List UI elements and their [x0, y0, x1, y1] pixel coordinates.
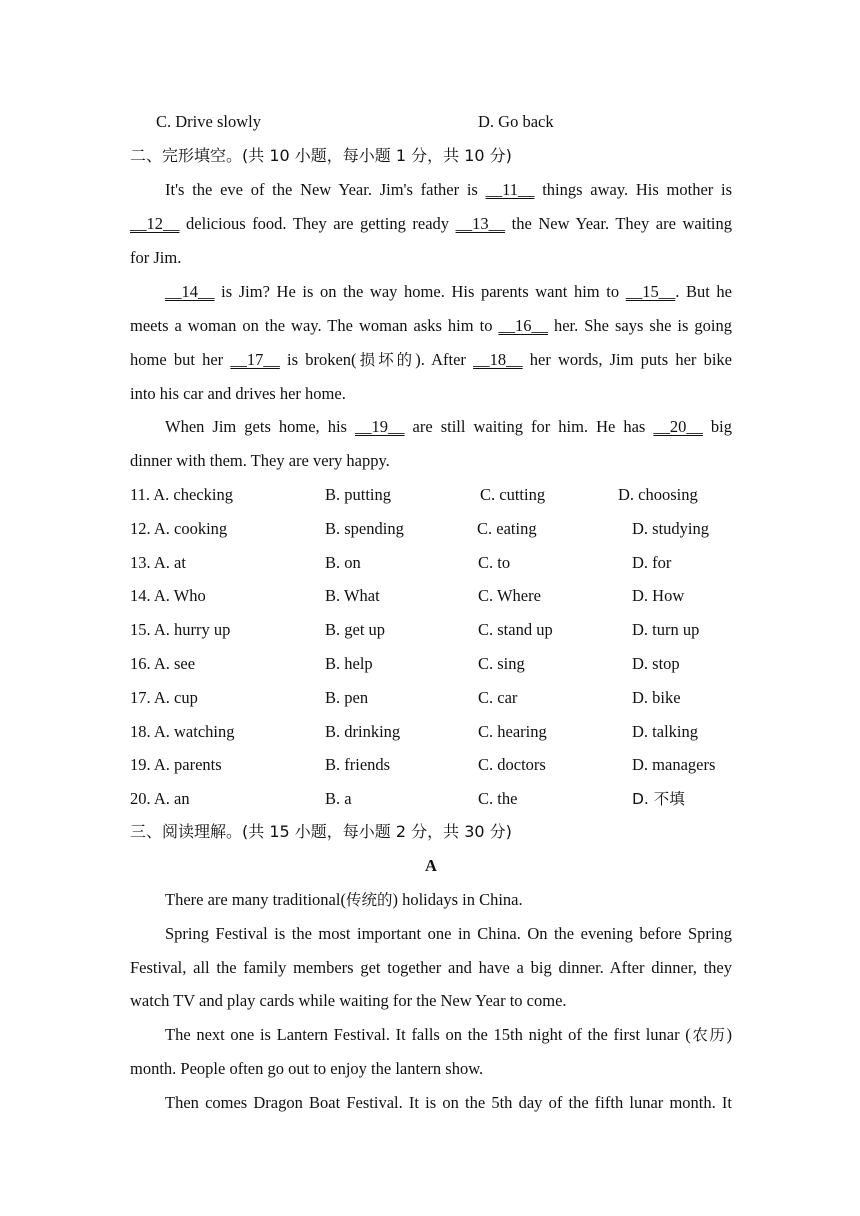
option-b: B. What [325, 586, 380, 605]
option-d: D. for [632, 553, 672, 572]
option-a: 20. A. an [130, 789, 190, 808]
reading-text: The next one is Lantern Festival. It falls on the 15th night of the first lunar ( [165, 1025, 691, 1044]
cloze-text: things away. His mother is [534, 180, 732, 199]
option-d: D. 不填 [632, 790, 685, 808]
cloze-text: When Jim gets home, his [165, 417, 355, 436]
option-c: C. Where [478, 586, 541, 605]
option-c: C. stand up [478, 620, 553, 639]
option-a: 16. A. see [130, 654, 196, 673]
prev-option-c: C. Drive slowly [156, 112, 261, 131]
reading-line-6: month. People often go out to enjoy the lantern show. [130, 1059, 484, 1078]
reading-line-2: Spring Festival is the most important one in China. On the evening before Spring [165, 924, 732, 943]
option-c: C. hearing [478, 722, 547, 741]
option-d: D. studying [632, 519, 710, 538]
reading-gloss: 传统的 [345, 891, 393, 909]
blank-18: __18__ [473, 350, 523, 369]
option-c: C. eating [477, 519, 537, 538]
reading-line-3: Festival, all the family members get together and have a big dinner. After dinner, they [130, 958, 732, 977]
option-b: B. help [325, 654, 373, 673]
blank-17: __17__ [230, 350, 280, 369]
option-c: C. cutting [480, 485, 546, 504]
cloze-text: meets a woman on the way. The woman asks him to [130, 316, 499, 335]
reading-text: ) holidays in China. [392, 890, 523, 909]
reading-line-7: Then comes Dragon Boat Festival. It is on the 5th day of the fifth lunar month. It [165, 1093, 732, 1112]
cloze-text: the New Year. They are waiting [505, 214, 732, 233]
reading-text: ) [726, 1025, 732, 1044]
option-a: 17. A. cup [130, 688, 198, 707]
prev-option-d: D. Go back [478, 112, 554, 131]
blank-14: __14__ [165, 282, 215, 301]
cloze-line-4 [165, 282, 732, 302]
cloze-line-9: dinner with them. They are very happy. [130, 451, 390, 470]
cloze-text: home but her [130, 350, 231, 369]
cloze-line-6 [130, 350, 732, 370]
blank-13: __13__ [455, 214, 506, 233]
cloze-line-2 [130, 214, 732, 234]
reading-line-5 [165, 1025, 732, 1045]
option-a: 13. A. at [130, 553, 186, 572]
option-b: B. drinking [325, 722, 401, 741]
cloze-text: her. She says she is going [547, 316, 732, 335]
cloze-text: her words, Jim puts her bike [522, 350, 732, 369]
option-c: C. doctors [478, 755, 546, 774]
cloze-gloss: 损坏的 [356, 351, 416, 369]
option-a: 15. A. hurry up [130, 620, 231, 639]
cloze-line-8 [165, 417, 732, 437]
section2-heading: 二、完形填空。(共 10 小题，每小题 1 分，共 10 分) [130, 146, 512, 165]
cloze-text: is broken( [279, 350, 357, 369]
blank-12: __12__ [130, 214, 180, 233]
cloze-text: . But he [675, 282, 732, 301]
blank-19: __19__ [355, 417, 405, 436]
option-d: D. stop [632, 654, 680, 673]
blank-20: __20__ [653, 417, 703, 436]
option-d: D. How [632, 586, 685, 605]
blank-16: __16__ [498, 316, 548, 335]
option-b: B. pen [325, 688, 369, 707]
cloze-text: is Jim? He is on the way home. His parents want him to [214, 282, 626, 301]
option-d: D. talking [632, 722, 698, 741]
cloze-line-1 [165, 180, 732, 200]
option-d: D. choosing [618, 485, 698, 504]
cloze-text: big [702, 417, 732, 436]
option-b: B. get up [325, 620, 386, 639]
option-c: C. the [478, 789, 518, 808]
option-d: D. turn up [632, 620, 700, 639]
option-b: B. on [325, 553, 361, 572]
blank-11: __11__ [485, 180, 535, 199]
cloze-text: ). After [415, 350, 474, 369]
reading-line-1 [165, 890, 732, 910]
cloze-text: delicious food. They are getting ready [179, 214, 456, 233]
option-b: B. putting [325, 485, 392, 504]
option-a: 19. A. parents [130, 755, 222, 774]
option-a: 11. A. checking [130, 485, 233, 504]
passage-label: A [425, 856, 437, 875]
cloze-line-5 [130, 316, 732, 336]
cloze-text: are still waiting for him. He has [404, 417, 654, 436]
option-b: B. spending [325, 519, 404, 538]
option-d: D. managers [632, 755, 716, 774]
cloze-line-7: into his car and drives her home. [130, 384, 346, 403]
option-c: C. sing [478, 654, 525, 673]
section3-heading: 三、阅读理解。(共 15 小题，每小题 2 分，共 30 分) [130, 822, 512, 841]
reading-gloss: 农历 [690, 1026, 727, 1044]
option-a: 12. A. cooking [130, 519, 228, 538]
cloze-line-3: for Jim. [130, 248, 182, 267]
reading-text: There are many traditional( [165, 890, 346, 909]
option-b: B. a [325, 789, 352, 808]
cloze-text: It's the eve of the New Year. Jim's father is [165, 180, 486, 199]
option-c: C. to [478, 553, 511, 572]
option-c: C. car [478, 688, 518, 707]
option-a: 14. A. Who [130, 586, 206, 605]
option-d: D. bike [632, 688, 681, 707]
option-a: 18. A. watching [130, 722, 235, 741]
option-b: B. friends [325, 755, 391, 774]
blank-15: __15__ [625, 282, 676, 301]
reading-line-4: watch TV and play cards while waiting for the New Year to come. [130, 991, 567, 1010]
